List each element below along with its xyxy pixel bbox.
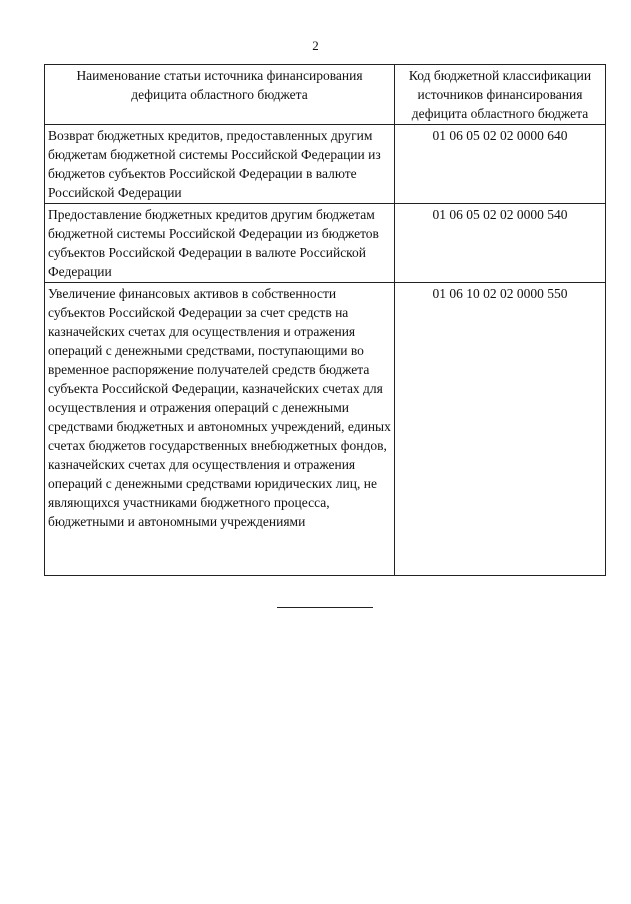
table-row [45,204,606,283]
row-item-name: Возврат бюджетных кредитов, предоставленных другим бюджетам бюджетной системы Российской Федерации из бюджетов субъектов Российской Федерации в валюте Российской Федерации [45,125,395,204]
row-budget-code: 01 06 10 02 02 0000 550 [395,283,606,576]
page-number: 2 [312,38,319,53]
row-item-name: Предоставление бюджетных кредитов другим бюджетам бюджетной системы Российской Федерации из бюджетов субъектов Российской Федерации в валюте Российской Федерации [45,204,395,283]
header-budget-code: Код бюджетной классификации источников финансирования дефицита областного бюджета [395,65,606,125]
row-item-name: Увеличение финансовых активов в собственности субъектов Российской Федерации за счет средств на казначейских счетах для осуществления и отражения операций с денежными средствами, поступающими во временное распоряжение получателей средств бюджета субъекта Российской Федерации, казначейских счетах для осуществления и отражения операций с денежными средствами бюджетных и автономных учреждений, единых счетах бюджетов государственных внебюджетных фондов, казначейских счетах для осуществления и отражения операций с денежными средствами юридических лиц, не являющихся участниками бюджетного процесса, бюджетными и автономными учреждениями [45,283,395,576]
header-item-name: Наименование статьи источника финансирования дефицита областного бюджета [45,65,395,125]
row-budget-code: 01 06 05 02 02 0000 640 [395,125,606,204]
row-budget-code: 01 06 05 02 02 0000 540 [395,204,606,283]
table-row [45,125,606,204]
end-divider-line [277,607,373,608]
table-header-row [45,65,606,125]
budget-classification-table [44,64,606,576]
table-row [45,283,606,576]
